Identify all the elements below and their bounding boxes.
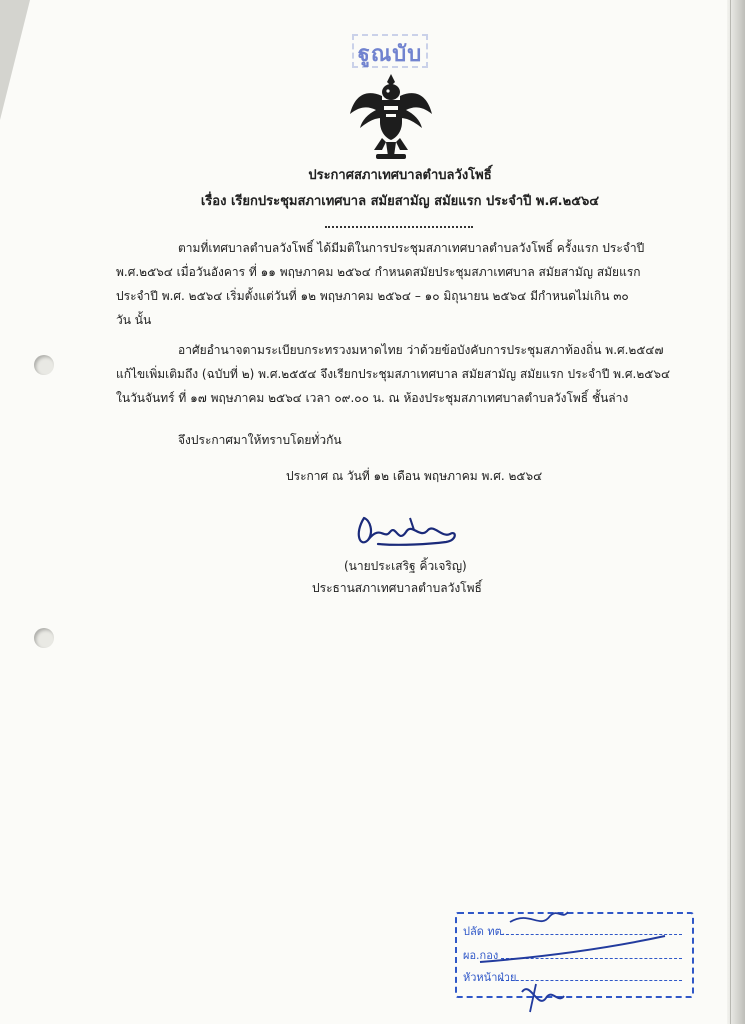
signer-title: ประธานสภาเทศบาลตำบลวังโพธิ์ <box>312 581 482 595</box>
closing-statement: จึงประกาศมาให้ทราบโดยทั่วกัน <box>178 433 342 447</box>
page-edge-line <box>730 0 731 1024</box>
handwritten-initials-icon <box>440 900 730 1020</box>
paragraph-1-line-3: ประจำปี พ.ศ. ๒๕๖๔ เริ่มตั้งแต่วันที่ ๑๒ พฤษภาคม ๒๕๖๔ – ๑๐ มิถุนายน ๒๕๖๔ มีกำหนดไม่เกิน ๓๐ <box>116 289 629 303</box>
announcement-date: ประกาศ ณ วันที่ ๑๒ เดือน พฤษภาคม พ.ศ. ๒๕๖๔ <box>286 469 543 483</box>
paragraph-1-line-1: ตามที่เทศบาลตำบลวังโพธิ์ ได้มีมติในการประชุมสภาเทศบาลตำบลวังโพธิ์ ครั้งแรก ประจำปี <box>178 241 645 255</box>
punch-hole-top <box>34 355 54 375</box>
announcement-title: ประกาศสภาเทศบาลตำบลวังโพธิ์ <box>308 168 492 183</box>
paragraph-2-line-3: ในวันจันทร์ ที่ ๑๗ พฤษภาคม ๒๕๖๔ เวลา ๐๙.๐๐ น. ณ ห้องประชุมสภาเทศบาลตำบลวังโพธิ์ ชั้นล่าง <box>116 391 629 405</box>
page-corner-fold <box>0 0 30 120</box>
signer-name: (นายประเสริฐ คิ้วเจริญ) <box>344 559 467 573</box>
routing-row-3: หัวหน้าฝ่าย <box>463 971 517 984</box>
paragraph-1-line-2: พ.ศ.๒๕๖๔ เมื่อวันอังคาร ที่ ๑๑ พฤษภาคม ๒๕๖๔ กำหนดสมัยประชุมสภาเทศบาล สมัยสามัญ สมัยแรก <box>116 265 641 279</box>
handwritten-signature-icon <box>350 510 468 554</box>
paragraph-2-line-1: อาศัยอำนาจตามระเบียบกระทรวงมหาดไทย ว่าด้วยข้อบังคับการประชุมสภาท้องถิ่น พ.ศ.๒๕๔๗ <box>178 343 664 357</box>
paragraph-1-line-4: วัน นั้น <box>116 313 152 327</box>
paragraph-1 <box>116 236 662 332</box>
garuda-emblem-icon <box>346 70 436 162</box>
dotted-separator <box>325 226 473 228</box>
routing-row-2: ผอ.กอง <box>463 949 499 962</box>
announcement-subject: เรื่อง เรียกประชุมสภาเทศบาล สมัยสามัญ สมัยแรก ประจำปี พ.ศ.๒๕๖๔ <box>200 194 600 209</box>
punch-hole-bottom <box>34 628 54 648</box>
paragraph-2 <box>116 338 671 410</box>
paragraph-2-line-2: แก้ไขเพิ่มเติมถึง (ฉบับที่ ๒) พ.ศ.๒๕๕๔ จึงเรียกประชุมสภาเทศบาล สมัยสามัญ สมัยแรก ประจำปี พ.ศ.๒๕๖๔ <box>116 367 671 381</box>
received-stamp: ฐูณบับ <box>352 34 428 68</box>
routing-row-1: ปลัด ทต. <box>463 925 506 938</box>
